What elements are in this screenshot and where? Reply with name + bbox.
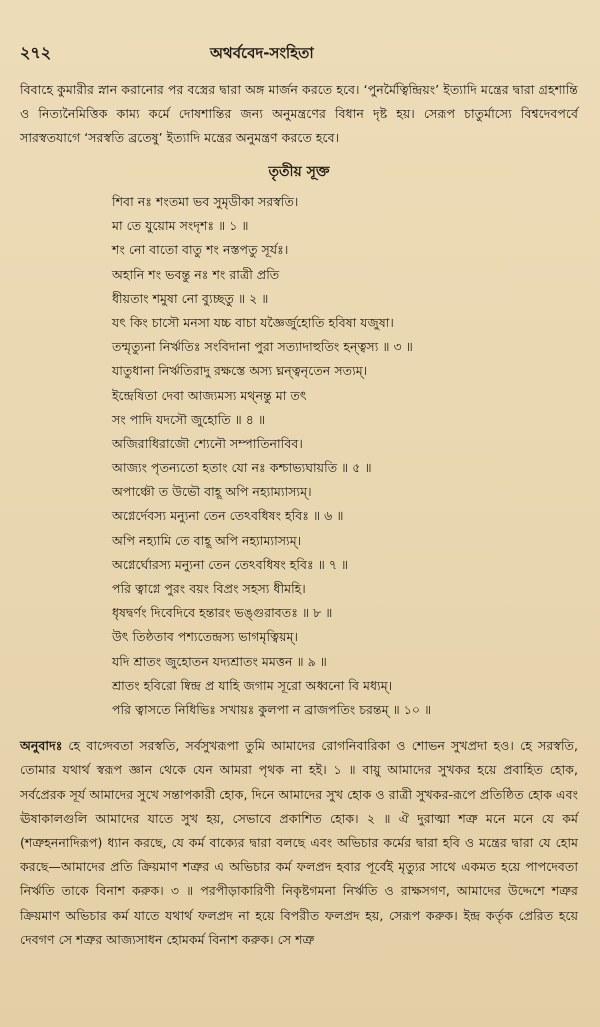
- verse-line: তন্মৃত্যুনা নির্ঋতিঃ সংবিদানা পুরা সত্যাদাহুতিং হন্ত্বস্য ॥ ৩ ॥: [112, 339, 413, 355]
- verse-line: যৎ কিং চাসৌ মনসা যচ্চ বাচা যজ্ঞৈর্জুহোতি হবিষা যজুষা।: [112, 314, 394, 330]
- verse-line: অপি নহ্যামি তে বাহূ অপি নহ্যাম্যাস্যম্।: [112, 532, 302, 548]
- verse-line: অগ্নের্ঘোরস্য মন্যুনা তেন তেঽবধিষং হবিঃ ॥ ৭ ॥: [112, 556, 349, 572]
- verse-line: পরি ত্বাসতে নিধিভিঃ সখায়ঃ কুলপা ন ব্রাজপতিং চরন্তম্ ॥ ১০ ॥: [112, 701, 432, 717]
- translation-text: হে বাগ্দেবতা সরস্বতি, সর্বসুখরূপা তুমি আমাদের রোগনিবারিকা ও শোভন সুখপ্রদা হও। হে সরস্বতি, তোমার যথার্থ স্বরূপ জ্ঞান থেকে যেন আমরা পৃথক না হই। ১ ॥ বায়ু আমাদের সুখকর হয়ে প্রবাহিত হোক, সর্বপ্রেরক সূর্য আমাদের সুখে সন্তাপকারী হোক, দিনে আমাদের সুখ হোক ও রাত্রী সুখকর-রূপে প্রতিষ্ঠিত হোক এবং ঊষাকালগুলি আমাদের যাতে সুখ হয়, সেভাবে প্রকাশিত হোক। ২ ॥ ঐ দুরাত্মা শত্রু মনে মনে যে কর্ম (শত্রুহননাদিরূপ) ধ্যান করছে, যে কর্ম বাক্যের দ্বারা বলছে এবং অভিচার কর্মের দ্বারা হবি ও মন্ত্রের দ্বারা যে হোম করছে—আমাদের প্রতি ক্রিয়মাণ শত্রুর এ অভিচার কর্ম ফলপ্রদ হবার পূর্বেই মৃত্যুর সাথে একমত হয়ে পাপদেবতা নির্ঋতি তাকে বিনাশ করুক। ৩ ॥ পরপীড়াকারিণী নিকৃষ্টগমনা নির্ঋতি ও রাক্ষসগণ, আমাদের উদ্দেশে শত্রুর ক্রিয়মাণ অভিচার কর্ম যাতে যথার্থ ফলপ্রদ না হয়ে বিপরীত ফলপ্রদ হয়, সেরূপ করুক। ইন্দ্র কর্তৃক প্রেরিত হয়ে দেবগণ সে শত্রুর আজ্যসাধন হোমকর্ম বিনাশ করুক। সে শত্রু: [20, 738, 578, 947]
- page-header: [20, 40, 578, 68]
- verse-block: [112, 190, 578, 722]
- verse-line: উৎ তিষ্ঠতাব পশ্যতেন্দ্রস্য ভাগমৃত্বিয়ম্।: [112, 629, 298, 645]
- translation-paragraph: [20, 734, 578, 952]
- page-number: ২৭২: [20, 43, 52, 62]
- verse-line: যদি শ্রাতং জুহোতন যদ্যশ্রাতং মমত্তন ॥ ৯ ॥: [112, 653, 327, 669]
- running-title: অথর্ববেদ-সংহিতা: [210, 44, 314, 62]
- verse-line: শং নো বাতো বাতু শং নস্তপতু সূর্যঃ।: [112, 242, 289, 258]
- verse-line: অহানি শং ভবন্তু নঃ শং রাত্রী প্রতি: [112, 266, 280, 282]
- verse-line: সং পাদি যদসৌ জুহোতি ॥ ৪ ॥: [112, 411, 266, 427]
- translation-label: অনুবাদঃ: [20, 738, 63, 754]
- section-heading: তৃতীয় সূক্ত: [268, 164, 330, 180]
- verse-line: ইন্দ্রেষিতা দেবা আজ্যমস্য মথ্নন্তু মা তৎ: [112, 387, 307, 403]
- verse-line: অগ্নের্দেবস্য মন্যুনা তেন তেঽবধিষং হবিঃ ॥ ৬ ॥: [112, 508, 344, 524]
- verse-line: শিবা নঃ শংতমা ভব সুমৃডীকা সরস্বতি।: [112, 194, 299, 209]
- verse-line: শ্রাতং হবিরো ষ্বিন্দ্র প্র যাহি জগাম সূরো অধ্বনো বি মধ্যম্।: [112, 677, 393, 693]
- verse-line: অপাঞ্চৌ ত উভৌ বাহূ অপি নহ্যাম্যাস্যম্।: [112, 484, 312, 500]
- intro-paragraph: [20, 78, 578, 150]
- intro-text: বিবাহে কুমারীর স্নান করানোর পর বস্ত্রের দ্বারা অঙ্গ মার্জন করতে হবে। ‘পুনর্মৈত্বিন্দ্রিয়ং’ ইত্যাদি মন্ত্রের দ্বারা গ্রহশান্তি ও নিত্যনৈমিত্তিক কাম্য কর্মে দোষশান্তির জন্য অনুমন্ত্রণের বিধান দৃষ্ট হয়। সেরূপ চাতুর্মাস্যে বিশ্বদেবপর্বে সারস্বতযাগে ‘সরস্বতি ব্রতেষু’ ইত্যাদি মন্ত্রের অনুমন্ত্রণ করতে হবে।: [20, 82, 578, 145]
- verse-line: মা তে যুয়োম সংদৃশঃ ॥ ১ ॥: [112, 218, 249, 234]
- verse-line: পরি ত্বাগ্নে পুরং বয়ং বিপ্রং সহস্য ধীমহি।: [112, 581, 306, 596]
- verse-line: ধীয়তাং শমুষা নো ব্যুচ্ছতু ॥ ২ ॥: [112, 290, 269, 306]
- verse-line: ধৃষদ্বর্ণং দিবেদিবে হন্তারং ভঙ্গুরাবতঃ ॥ ৮ ॥: [112, 605, 333, 621]
- verse-line: অজিরাধিরাজৌ শ্যেনৌ সম্পাতিনাবিব।: [112, 435, 303, 451]
- verse-line: যাতুধানা নির্ঋতিরাদু রক্ষস্তে অস্য ঘ্নন্ত্বনৃতেন সত্যম্।: [112, 363, 368, 379]
- verse-line: আজ্যং পৃতন্যতো হতাং যো নঃ কশ্চাভ্যঘায়তি ॥ ৫ ॥: [112, 460, 372, 476]
